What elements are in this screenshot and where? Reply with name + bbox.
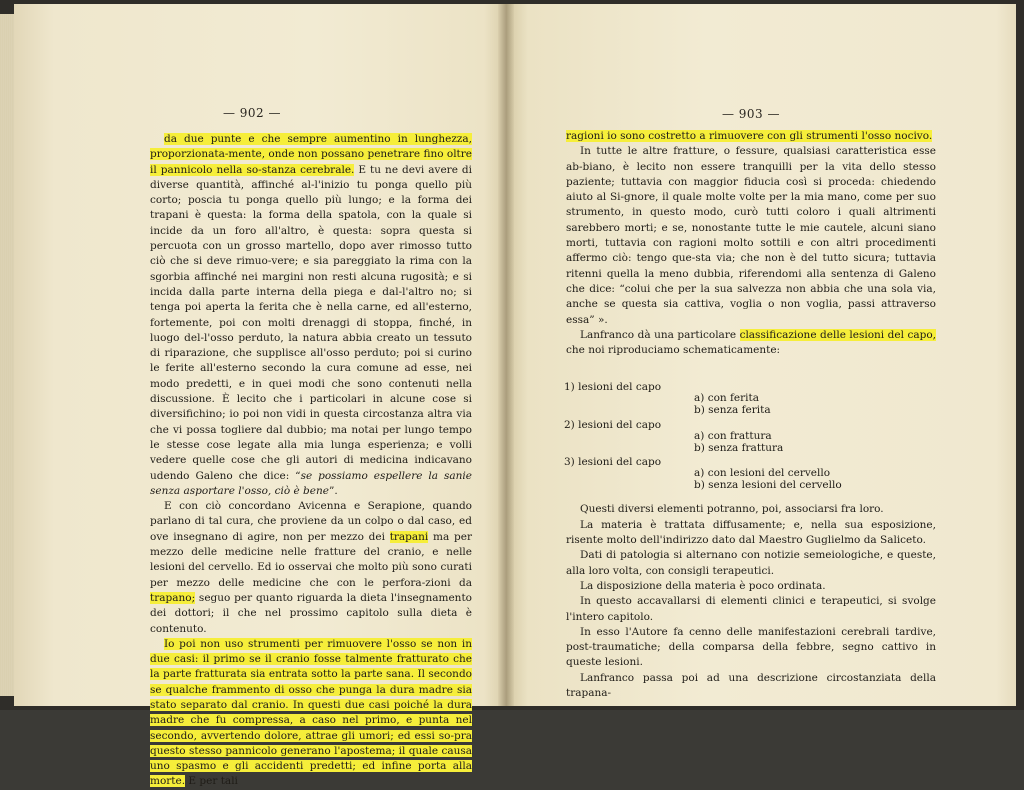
spacer bbox=[566, 492, 936, 502]
paragraph: In esso l'Autore fa cenno delle manifestazioni cerebrali tardive, post-traumatiche; della comparsa della febbre, segno cattivo in queste lesioni. bbox=[566, 625, 936, 669]
schema-subcategory: a) con lesioni del cervello bbox=[694, 467, 831, 480]
highlighted-text: classificazione delle lesioni del capo, bbox=[739, 328, 936, 341]
text-segment: se possiamo espellere la sanie senza asportare l'osso, ciò è bene bbox=[150, 469, 472, 497]
paragraph bbox=[150, 499, 472, 637]
right-paragraphs-after bbox=[566, 492, 936, 701]
highlighted-text: Io poi non uso strumenti per rimuovere l'osso se non in due casi: il primo se il cranio fosse talmente fratturato che la parte fratturata sia entrata sotto la parte sana. Il secondo se qualche frammento di osso che punga la dura madre sia stato separato dal cranio. In questi due casi poiché la dura madre che fu compressa, a caso nel primo, e punta nel secondo, avvertendo dolore, attrae gli umori; ed essi so-pra questo stesso pannicolo generano l'apostema; il quale causa uno spasmo e gli accidenti predetti; ed infine porta alla morte. bbox=[150, 637, 472, 788]
right-paragraphs-before bbox=[566, 129, 936, 372]
paragraph: Lanfranco passa poi ad una descrizione circostanziata della trapana- bbox=[566, 671, 936, 700]
text-segment: ma per mezzo delle medicine nelle fratture del cranio, e nelle lesioni del cervello. Ed io osservai che molto più sono curati per mezzo delle medicine che con le perfora-zioni da bbox=[150, 530, 472, 589]
classification-schema bbox=[564, 378, 936, 492]
left-page bbox=[14, 4, 506, 788]
text-segment: In tutte le altre fratture, o fessure, qualsiasi caratteristica esse ab-biano, è lecito non essere tranquilli per la vita dello stesso paziente; tuttavia con maggior fiducia così si proceda: chiedendo aiuto al Si-gnore, il quale molte volte per la mia mano, come per suo strumento, in questo modo, curò tutti coloro i quali altrimenti sarebbero morti; e se, nonostante tutte le mie cautele, alcuni siano morti, tuttavia con ragioni molto sottili e con altri procedimenti affermo ciò: tengo que-sta via; che non è del tutto sicura; tuttavia ritenni quella la meno dubbia, riferendomi alla sentenza di Galeno che dice: “colui che per la sua salvezza non abbia che una sola via, anche se questa sia cattiva, voglia o non voglia, passi attraverso essa” ». bbox=[566, 145, 936, 326]
page-number-903: — 903 — bbox=[721, 107, 781, 121]
text-segment: E con ciò concordano Avicenna e Serapione, quando parlano di tal cura, che proviene da un colpo o dal caso, ed ove insegnano di agire, non per mezzo dei bbox=[150, 500, 472, 543]
highlighted-text: da due punte e che sempre aumentino in lunghezza, proporzionata-mente, onde non possano penetrare fino oltre il pannicolo nella so-stanza cerebrale. bbox=[150, 133, 473, 176]
text-segment: ”. bbox=[328, 484, 338, 497]
schema-subcategory: a) con ferita bbox=[694, 392, 759, 405]
paragraph: La materia è trattata diffusamente; e, nella sua esposizione, risente molto dell'indirizzo dato dal Maestro Guglielmo da Saliceto. bbox=[566, 518, 936, 547]
paragraph bbox=[150, 132, 472, 499]
left-page-text bbox=[150, 132, 472, 790]
paragraph: Dati di patologia si alternano con notizie semeiologiche, e queste, alla loro volta, con consigli terapeutici. bbox=[566, 549, 936, 577]
schema-category: 3) lesioni del capo bbox=[564, 456, 662, 469]
text-segment: E per tali bbox=[185, 775, 238, 788]
schema-category: 1) lesioni del capo bbox=[564, 381, 662, 394]
text-segment: Lanfranco dà una particolare bbox=[580, 328, 740, 341]
paragraph: La disposizione della materia è poco ordinata. bbox=[580, 579, 826, 592]
schema-subcategory: b) senza ferita bbox=[694, 404, 771, 417]
spacer bbox=[566, 358, 936, 372]
page-number-902: — 902 — bbox=[222, 106, 282, 120]
right-page bbox=[506, 4, 1016, 706]
schema-subcategory: b) senza frattura bbox=[694, 442, 784, 455]
text-segment: E tu ne devi avere di diverse quantità, affinché al-l'inizio tu ponga quello più corto; poscia tu ponga quello più lungo; e la forma dei trapani è questa: la forma della spatola, con la quale si incide da un foro all'altro, è questa: sopra questa si percuota con un grosso martello, dopo aver rimosso tutto ciò che si deve rimuo-vere; e sia pareggiato la rima con la sgorbia affinché nei margini non resti alcuna rugosità; e si incida dalla parte interna della piega e dal-l'altro no; si tenga poi aperta la ferita che è nella carne, ed all'esterno, fortemente, poi con molti drenaggi di stoppa, finché, in luogo del-l'osso perduto, la natura abbia creato un tessuto di riparazione, che supplisce all'osso perduto; poi si curino le ferite all'esterno secondo la cura comune ad esse, nei modo predetti, e in quei modi che sono contenuti nella discussione. È lecito che i particolari in alcune cose si diversifichino; io poi non vidi in questa circostanza altra via che vi possa togliere dal dubbio; ma notai per lungo tempo le stesse cose legate alla mia lunga esperienza; e volli vedere quelle cose che gli autori di medicina indicavano udendo Galeno che dice: “ bbox=[150, 163, 472, 482]
highlighted-text: trapano; bbox=[150, 591, 196, 604]
paragraph bbox=[566, 144, 936, 328]
paragraph bbox=[566, 129, 936, 144]
highlighted-text: trapani bbox=[389, 530, 429, 543]
paragraph bbox=[150, 637, 472, 790]
paragraph bbox=[566, 328, 936, 359]
schema-category: 2) lesioni del capo bbox=[564, 419, 662, 432]
text-segment: che noi riproduciamo schematicamente: bbox=[566, 344, 781, 357]
right-page-text bbox=[566, 129, 936, 701]
highlighted-text: ragioni io sono costretto a rimuovere con gli strumenti l'osso nocivo. bbox=[566, 130, 933, 142]
schema-subcategory: a) con frattura bbox=[694, 430, 772, 443]
book-gutter bbox=[498, 4, 514, 706]
paragraph: In questo accavallarsi di elementi clinici e terapeutici, si svolge l'intero capitolo. bbox=[566, 595, 936, 623]
text-segment: seguo per quanto riguarda la dieta l'insegnamento dei dottori; il che nel prossimo capitolo sulla dieta è contenuto. bbox=[150, 591, 472, 635]
paragraph: Questi diversi elementi potranno, poi, associarsi fra loro. bbox=[580, 503, 884, 516]
schema-subcategory: b) senza lesioni del cervello bbox=[694, 479, 842, 492]
